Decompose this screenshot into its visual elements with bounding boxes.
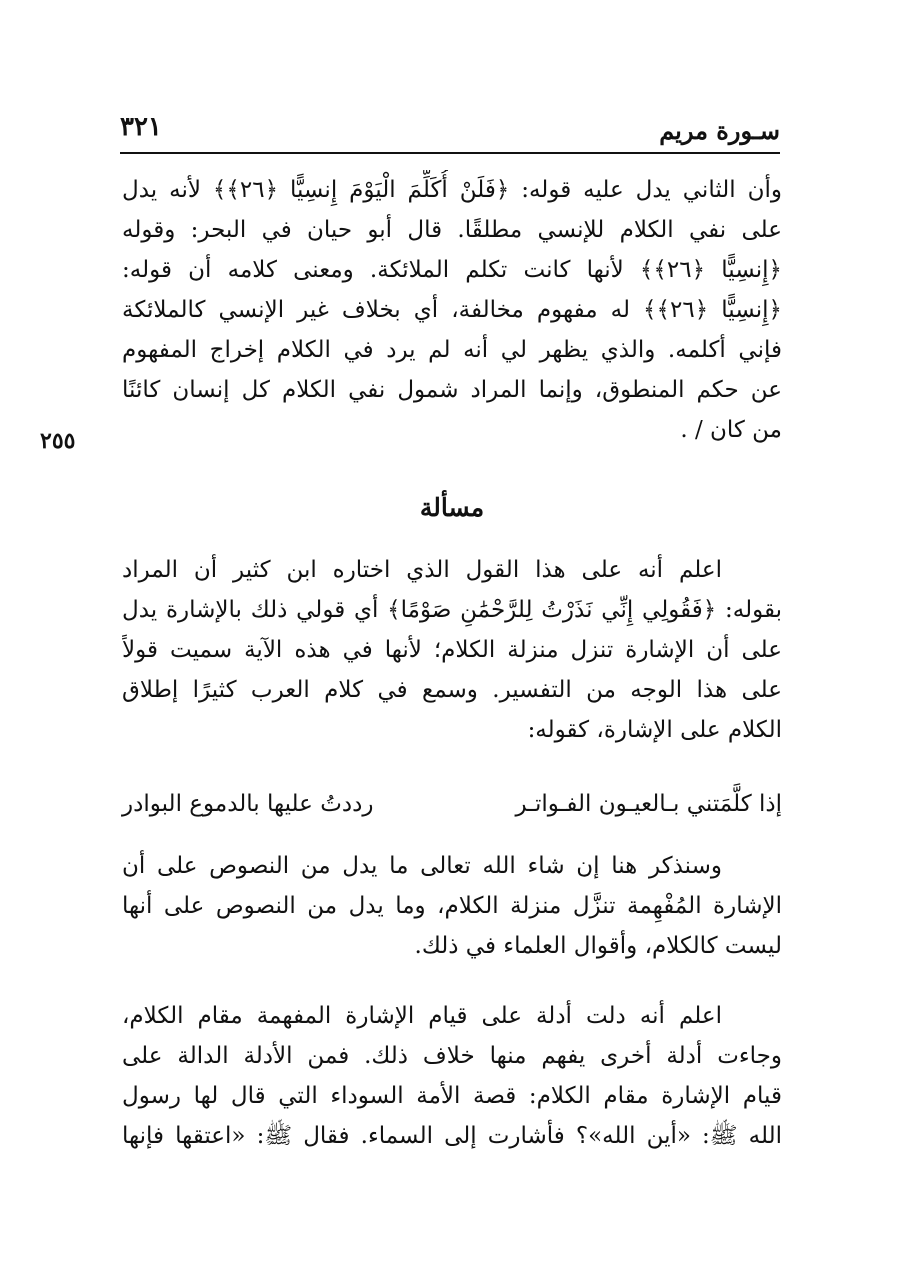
text-line: وجاءت أدلة أخرى يفهم منها خلاف ذلك. فمن الأدلة الدالة على: [122, 1043, 782, 1069]
text-line-content: وسنذكر هنا إن شاء الله تعالى ما يدل من النصوص على أن: [122, 853, 722, 879]
text-line: [122, 550, 782, 590]
section-heading: مسألة: [419, 493, 485, 522]
text-line: ﴿إِنسِيًّا ﴿٢٦﴾﴾ لأنها كانت تكلم الملائكة. ومعنى كلامه أن قوله:: [122, 257, 782, 283]
text-line: بقوله: ﴿فَقُولِي إِنِّي نَذَرْتُ لِلرَّحْمَٰنِ صَوْمًا﴾ أي قولي ذلك بالإشارة يدل: [122, 597, 782, 623]
text-line-content: اعلم أنه على هذا القول الذي اختاره ابن كثير أن المراد: [122, 557, 722, 583]
text-line: قيام الإشارة مقام الكلام: قصة الأمة السوداء التي قال لها رسول: [122, 1083, 782, 1109]
text-line: ﴿إِنسِيًّا ﴿٢٦﴾﴾ له مفهوم مخالفة، أي بخلاف غير الإنسي كالملائكة: [122, 297, 782, 323]
text-line: على أن الإشارة تنزل منزلة الكلام؛ لأنها في هذه الآية سميت قولاً: [122, 637, 782, 663]
text-line: ليست كالكلام، وأقوال العلماء في ذلك.: [414, 933, 782, 959]
margin-page-reference: ٢٥٥: [40, 428, 76, 454]
text-line: فإني أكلمه. والذي يظهر لي أنه لم يرد في الكلام إخراج المفهوم: [122, 337, 782, 363]
text-line: من كان / .: [680, 417, 782, 443]
page-header: [120, 108, 780, 154]
text-line: [122, 996, 782, 1036]
text-line: الله ﷺ: «أين الله»؟ فأشارت إلى السماء. فقال ﷺ: «اعتقها فإنها: [122, 1123, 782, 1149]
surah-title: سـورة مريم: [659, 116, 780, 145]
text-line: على نفي الكلام للإنسي مطلقًا. قال أبو حيان في البحر: وقوله: [122, 217, 782, 243]
text-line: عن حكم المنطوق، وإنما المراد شمول نفي الكلام كل إنسان كائنًا: [122, 377, 782, 403]
text-line: الإشارة المُفْهِمة تنزَّل منزلة الكلام، وما يدل من النصوص على أنها: [122, 893, 782, 919]
text-line: على هذا الوجه من التفسير. وسمع في كلام العرب كثيرًا إطلاق: [122, 677, 782, 703]
page-number: ٣٢١: [120, 112, 162, 142]
text-line: [122, 846, 782, 886]
text-line-content: اعلم أنه دلت أدلة على قيام الإشارة المفهمة مقام الكلام،: [122, 1003, 722, 1029]
text-line: الكلام على الإشارة، كقوله:: [527, 717, 782, 743]
poem-verse: [122, 784, 782, 824]
text-line: وأن الثاني يدل عليه قوله: ﴿فَلَنْ أُكَلِّمَ الْيَوْمَ إِنسِيًّا ﴿٢٦﴾﴾ لأنه يدل: [122, 177, 782, 203]
poem-second-hemistich: رددتُ عليها بالدموع البوادر: [122, 791, 374, 817]
poem-first-hemistich: إذا كلَّمَتني بـالعيـون الفـواتـر: [515, 791, 782, 817]
